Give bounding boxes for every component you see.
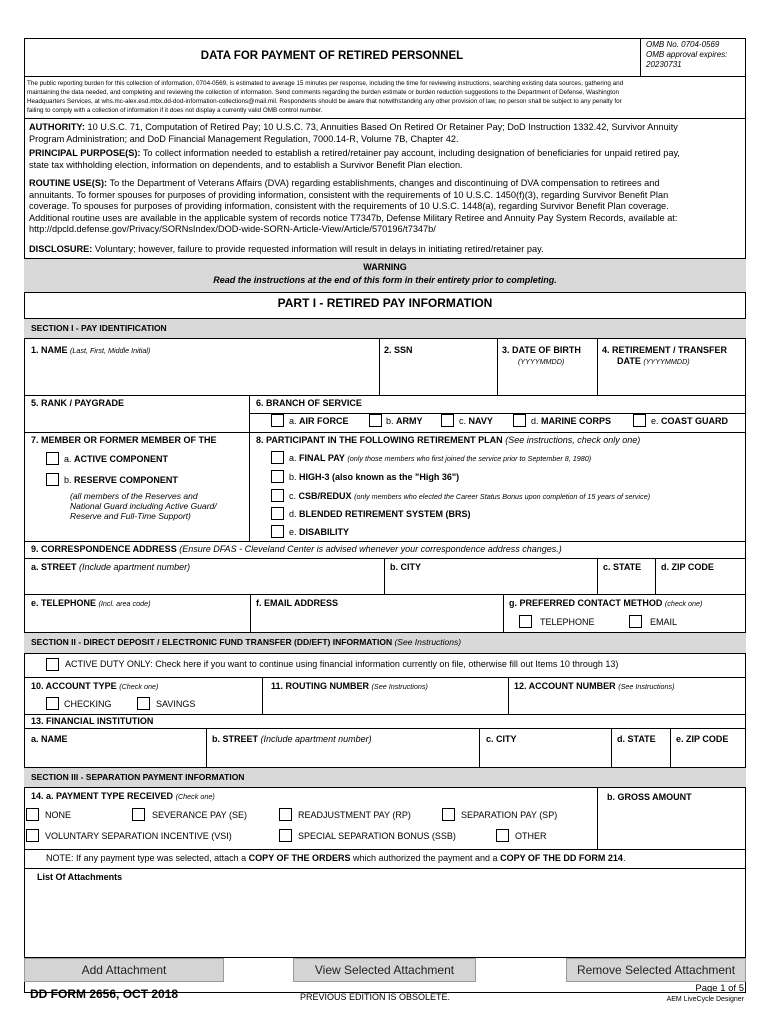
institution-name-field[interactable]: a. NAME bbox=[31, 734, 68, 744]
page-number: Page 1 of 5 bbox=[695, 983, 744, 994]
street-field[interactable]: a. STREET (Include apartment number) bbox=[31, 562, 191, 572]
section1-title: SECTION I - PAY IDENTIFICATION bbox=[31, 323, 167, 333]
state-field[interactable]: c. STATE bbox=[603, 562, 642, 572]
payment-sp-label: SEPARATION PAY (SP) bbox=[461, 810, 558, 820]
part1-title: PART I - RETIRED PAY INFORMATION bbox=[277, 296, 493, 310]
reserve-note-1: (all members of the Reserves and bbox=[70, 491, 198, 501]
plan-disability-checkbox[interactable] bbox=[271, 525, 284, 538]
warning-text: Read the instructions at the end of this form in their entirety prior to completing. bbox=[213, 275, 557, 285]
institution-zip-field[interactable]: e. ZIP CODE bbox=[676, 734, 729, 744]
add-attachment-button[interactable]: Add Attachment bbox=[24, 958, 224, 982]
member-of-label: 7. MEMBER OR FORMER MEMBER OF THE bbox=[31, 435, 217, 445]
payment-se-checkbox[interactable] bbox=[132, 808, 145, 821]
active-component-checkbox[interactable] bbox=[46, 452, 59, 465]
view-attachment-button[interactable]: View Selected Attachment bbox=[293, 958, 476, 982]
payment-rp-checkbox[interactable] bbox=[279, 808, 292, 821]
omb-number: OMB No. 0704-0569 bbox=[646, 40, 720, 49]
savings-checkbox[interactable] bbox=[137, 697, 150, 710]
institution-street-field[interactable]: b. STREET (Include apartment number) bbox=[212, 734, 372, 744]
payment-ssb-checkbox[interactable] bbox=[279, 829, 292, 842]
payment-se-label: SEVERANCE PAY (SE) bbox=[152, 810, 248, 820]
payment-sp-checkbox[interactable] bbox=[442, 808, 455, 821]
payment-vsi-checkbox[interactable] bbox=[26, 829, 39, 842]
zip-code-field[interactable]: d. ZIP CODE bbox=[661, 562, 714, 572]
payment-type-label: 14. a. PAYMENT TYPE RECEIVED (Check one) bbox=[31, 791, 215, 801]
plan-disability-label: e. DISABILITY bbox=[289, 527, 350, 537]
plan-csb-redux-label: c. CSB/REDUX (only members who elected the Career Status Bonus upon completion of 15 years of service) bbox=[289, 491, 651, 501]
branch-marine-corps-label: d. MARINE CORPS bbox=[531, 416, 612, 426]
financial-institution-label: 13. FINANCIAL INSTITUTION bbox=[31, 716, 154, 726]
attachments-list[interactable] bbox=[30, 885, 740, 953]
city-field[interactable]: b. CITY bbox=[390, 562, 421, 572]
dob-hint: (YYYYMMDD) bbox=[518, 357, 565, 366]
designer-credit: AEM LiveCycle Designer bbox=[666, 996, 744, 1003]
branch-army-label: b. ARMY bbox=[386, 416, 423, 426]
form-number: DD FORM 2656, OCT 2018 bbox=[30, 987, 179, 1001]
payment-rp-label: READJUSTMENT PAY (RP) bbox=[298, 810, 411, 820]
plan-brs-checkbox[interactable] bbox=[271, 507, 284, 520]
account-type-label: 10. ACCOUNT TYPE (Check one) bbox=[31, 681, 159, 691]
branch-marine-corps-checkbox[interactable] bbox=[513, 414, 526, 427]
remove-attachment-button[interactable]: Remove Selected Attachment bbox=[566, 958, 746, 982]
payment-ssb-label: SPECIAL SEPARATION BONUS (SSB) bbox=[298, 831, 456, 841]
retirement-date-label-2: DATE (YYYYMMDD) bbox=[617, 356, 690, 366]
contact-telephone-label: TELEPHONE bbox=[540, 617, 595, 627]
telephone-field[interactable]: e. TELEPHONE (Incl. area code) bbox=[31, 598, 151, 608]
branch-of-service-label: 6. BRANCH OF SERVICE bbox=[256, 398, 362, 408]
obsolete-notice: PREVIOUS EDITION IS OBSOLETE. bbox=[300, 992, 451, 1002]
correspondence-address-label: 9. CORRESPONDENCE ADDRESS (Ensure DFAS - Cleveland Center is advised whenever your correspondence address changes.) bbox=[31, 544, 562, 554]
active-component-label: a. ACTIVE COMPONENT bbox=[64, 454, 169, 464]
reserve-component-label: b. RESERVE COMPONENT bbox=[64, 475, 178, 485]
form-title: DATA FOR PAYMENT OF RETIRED PERSONNEL bbox=[200, 50, 464, 62]
branch-navy-checkbox[interactable] bbox=[441, 414, 454, 427]
contact-email-checkbox[interactable] bbox=[629, 615, 642, 628]
institution-city-field[interactable]: c. CITY bbox=[486, 734, 517, 744]
plan-high3-label: b. HIGH-3 (also known as the "High 36") bbox=[289, 472, 460, 482]
section3-title: SECTION III - SEPARATION PAYMENT INFORMATION bbox=[31, 772, 245, 782]
reserve-component-checkbox[interactable] bbox=[46, 473, 59, 486]
branch-air-force-checkbox[interactable] bbox=[271, 414, 284, 427]
ssn-field[interactable]: 2. SSN bbox=[384, 345, 413, 355]
institution-state-field[interactable]: d. STATE bbox=[617, 734, 656, 744]
branch-coast-guard-label: e. COAST GUARD bbox=[651, 416, 729, 426]
checking-label: CHECKING bbox=[64, 699, 112, 709]
branch-air-force-label: a. AIR FORCE bbox=[289, 416, 349, 426]
retirement-date-label[interactable]: 4. RETIREMENT / TRANSFER bbox=[602, 345, 728, 355]
checking-checkbox[interactable] bbox=[46, 697, 59, 710]
branch-coast-guard-checkbox[interactable] bbox=[633, 414, 646, 427]
authority-paragraph: AUTHORITY: 10 U.S.C. 71, Computation of Retired Pay; 10 U.S.C. 73, Annuities Based On Retired Or Retainer Pay; DoD Instruction 1332.42, Survivor Annuity Program Administration; and DoD Financial Management Regulation, 7000.14-R, Volume 7B, Chapter 42. bbox=[29, 122, 678, 144]
name-field[interactable]: 1. NAME (Last, First, Middle Initial) bbox=[31, 345, 151, 355]
payment-other-label: OTHER bbox=[515, 831, 547, 841]
plan-high3-checkbox[interactable] bbox=[271, 470, 284, 483]
omb-approval-label: OMB approval expires: bbox=[646, 50, 728, 59]
purpose-paragraph: PRINCIPAL PURPOSE(S): To collect information needed to establish a retired/retainer pay account, including designation of beneficiaries for unpaid retired pay, state tax withholding election, information on dependents, and to establish a Survivor Benefit Plan election. bbox=[29, 148, 680, 170]
attachments-list-label: List Of Attachments bbox=[37, 872, 123, 882]
disclosure-paragraph: DISCLOSURE: Voluntary; however, failure to provide requested information will result in delays in initiating retired/retainer pay. bbox=[29, 244, 544, 254]
plan-final-pay-label: a. FINAL PAY (only those members who first joined the service prior to September 8, 1980) bbox=[289, 453, 592, 463]
retirement-plan-label: 8. PARTICIPANT IN THE FOLLOWING RETIREMENT PLAN (See instructions, check only one) bbox=[256, 435, 641, 445]
savings-label: SAVINGS bbox=[156, 699, 196, 709]
active-duty-checkbox[interactable] bbox=[46, 658, 59, 671]
payment-other-checkbox[interactable] bbox=[496, 829, 509, 842]
warning-title: WARNING bbox=[363, 262, 407, 272]
plan-csb-redux-checkbox[interactable] bbox=[271, 489, 284, 502]
section2-title: SECTION II - DIRECT DEPOSIT / ELECTRONIC FUND TRANSFER (DD/EFT) INFORMATION (See Instructions) bbox=[31, 637, 462, 647]
payment-none-checkbox[interactable] bbox=[26, 808, 39, 821]
orders-note: NOTE: If any payment type was selected, attach a COPY OF THE ORDERS which authorized the payment and a COPY OF THE DD FORM 214. bbox=[46, 853, 626, 863]
payment-none-label: NONE bbox=[45, 810, 72, 820]
plan-brs-label: d. BLENDED RETIREMENT SYSTEM (BRS) bbox=[289, 509, 471, 519]
reserve-note-3: Reserve and Full-Time Support) bbox=[70, 511, 191, 521]
omb-expiry-date: 20230731 bbox=[646, 60, 682, 69]
dob-field-label[interactable]: 3. DATE OF BIRTH bbox=[502, 345, 581, 355]
gross-amount-field[interactable]: b. GROSS AMOUNT bbox=[607, 792, 692, 802]
branch-navy-label: c. NAVY bbox=[459, 416, 493, 426]
routine-use-paragraph: ROUTINE USE(S): To the Department of Veterans Affairs (DVA) regarding establishments, changes and discontinuing of DVA compensation to retirees and annuitants. To former spouses for purposes of providing information, consistent with the requirements of 10 U.S.C. 1450(f)(3), regarding Survivor Benefit Plan coverage. To spouses for purposes of providing information, consistent with the requirements of 10 U.S.C. 1448(a), regarding Survivor Benefit Plan coverage. Additional routine uses are available in the applicable system of records notice T7347b, Defense Military Retiree and Annuity Pay System Records, available at: http://dpcld.defense.gov/Privacy/SORNsIndex/DOD-wide-SORN-Article-View/Article/570196/t7347b/ bbox=[29, 178, 678, 235]
contact-email-label: EMAIL bbox=[650, 617, 678, 627]
email-address-field[interactable]: f. EMAIL ADDRESS bbox=[256, 598, 339, 608]
account-number-field[interactable]: 12. ACCOUNT NUMBER (See Instructions) bbox=[514, 681, 675, 691]
payment-vsi-label: VOLUNTARY SEPARATION INCENTIVE (VSI) bbox=[45, 831, 232, 841]
preferred-contact-label: g. PREFERRED CONTACT METHOD (check one) bbox=[509, 598, 703, 608]
active-duty-label: ACTIVE DUTY ONLY: Check here if you want to continue using financial information currently on file, otherwise fill out Items 10 through 13) bbox=[65, 659, 619, 669]
plan-final-pay-checkbox[interactable] bbox=[271, 451, 284, 464]
routing-number-field[interactable]: 11. ROUTING NUMBER (See Instructions) bbox=[271, 681, 428, 691]
branch-army-checkbox[interactable] bbox=[369, 414, 382, 427]
reserve-note-2: National Guard including Active Guard/ bbox=[70, 501, 217, 511]
rank-paygrade-field[interactable]: 5. RANK / PAYGRADE bbox=[31, 398, 125, 408]
contact-telephone-checkbox[interactable] bbox=[519, 615, 532, 628]
